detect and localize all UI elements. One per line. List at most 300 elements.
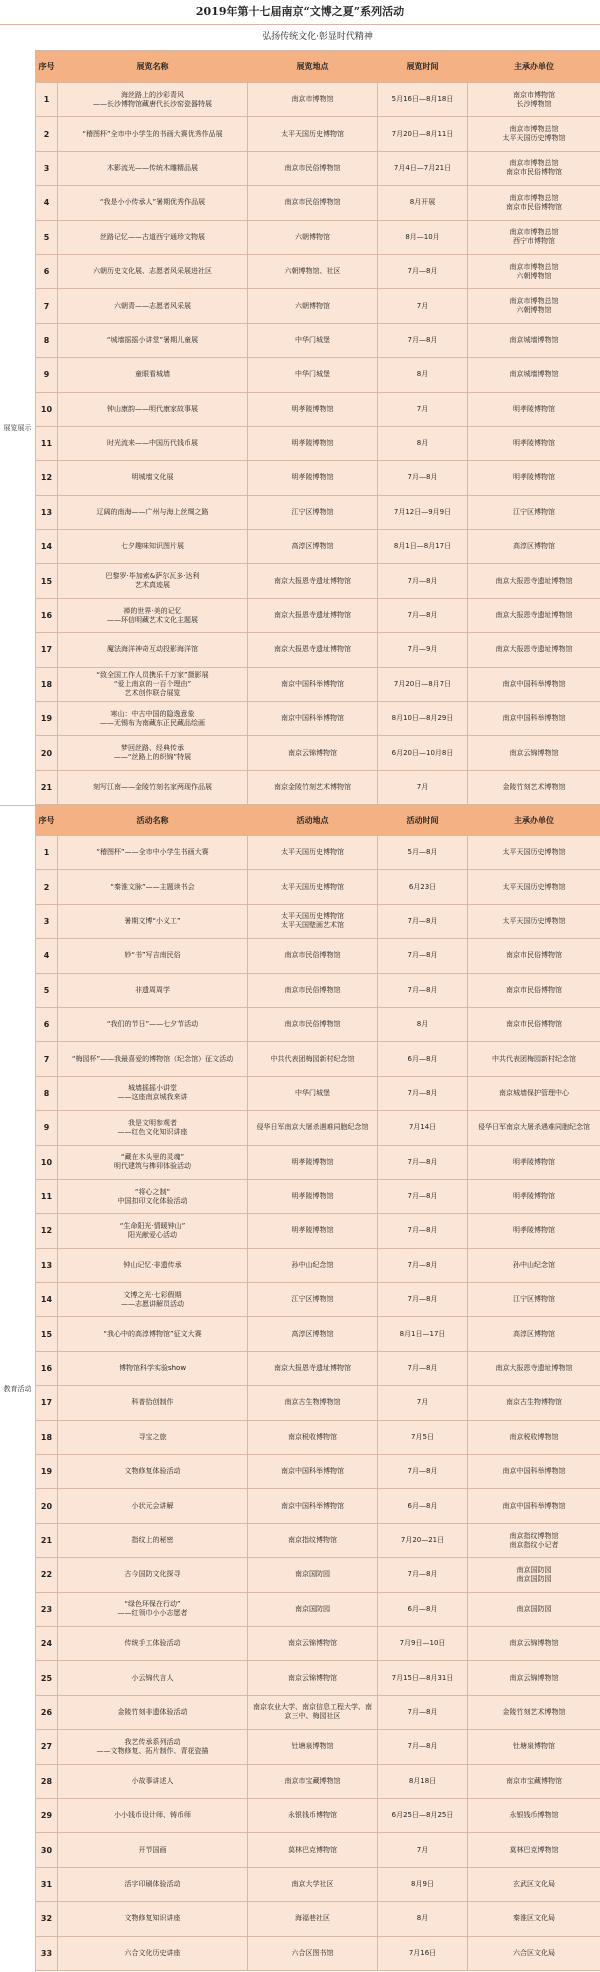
cell-organizer: 明孝陵博物馆: [468, 461, 600, 495]
cell-venue: 太平天国历史博物馆 太平天国壁画艺术馆: [248, 904, 378, 938]
cell-index: 14: [36, 530, 58, 564]
cell-index: 14: [36, 1283, 58, 1317]
cell-name: 金陵竹刻非遗体验活动: [58, 1695, 248, 1729]
cell-index: 31: [36, 1867, 58, 1901]
table-row: [36, 220, 600, 254]
cell-index: 8: [36, 1076, 58, 1110]
cell-venue: 南京税收博物馆: [248, 1420, 378, 1454]
cell-time: 7月—8月: [378, 1455, 468, 1489]
cell-venue: 南京大报恩寺遗址博物馆: [248, 633, 378, 667]
cell-index: 3: [36, 151, 58, 185]
cell-name: 文物修复体验活动: [58, 1455, 248, 1489]
cell-index: 2: [36, 117, 58, 151]
table-row: [36, 1455, 600, 1489]
cell-venue: 南京大学社区: [248, 1867, 378, 1901]
cell-name: 寒山：中古中国的隐逸意象 ——无锡布为南藏东正民藏品绘画: [58, 702, 248, 736]
table-row: [36, 254, 600, 288]
cell-venue: 南京云锦博物馆: [248, 1661, 378, 1695]
cell-organizer: 明孝陵博物馆: [468, 426, 600, 460]
cell-index: 16: [36, 598, 58, 632]
cell-index: 28: [36, 1764, 58, 1798]
cell-time: 5月16日—8月18日: [378, 83, 468, 117]
table-row: [36, 1661, 600, 1695]
cell-organizer: 江宁区博物馆: [468, 1283, 600, 1317]
cell-organizer: 高淳区博物馆: [468, 530, 600, 564]
cell-organizer: 南京市博物馆 长沙博物馆: [468, 83, 600, 117]
cell-organizer: 南京中国科举博物馆: [468, 667, 600, 701]
cell-name: “致全国工作人员携乐千万家”摄影展 “爱上南京的一百个理由” 艺术创作联合展览: [58, 667, 248, 701]
cell-venue: 南京大报恩寺遗址博物馆: [248, 598, 378, 632]
cell-venue: 高淳区博物馆: [248, 1317, 378, 1351]
cell-venue: 明孝陵博物馆: [248, 426, 378, 460]
cell-organizer: 太平天国历史博物馆: [468, 836, 600, 870]
cell-index: 15: [36, 1317, 58, 1351]
cell-venue: 南京大报恩寺遗址博物馆: [248, 564, 378, 598]
table-row: [36, 1798, 600, 1832]
header-index: 序号: [36, 51, 58, 83]
table-row: [36, 598, 600, 632]
cell-organizer: 南京中国科举博物馆: [468, 702, 600, 736]
cell-name: “将心之制” 中国扣印文化体验活动: [58, 1179, 248, 1213]
cell-organizer: 南京市民俗博物馆: [468, 1007, 600, 1041]
cell-venue: 南京古生物博物馆: [248, 1386, 378, 1420]
table-row: [36, 117, 600, 151]
cell-index: 4: [36, 939, 58, 973]
cell-time: 6月20日—10月8日: [378, 736, 468, 770]
cell-organizer: 南京市宝藏博物馆: [468, 1764, 600, 1798]
cell-venue: 南京中国科举博物馆: [248, 1489, 378, 1523]
cell-venue: 南京云锦博物馆: [248, 1626, 378, 1660]
cell-organizer: 南京古生物博物馆: [468, 1386, 600, 1420]
cell-time: 7月20日—8月11日: [378, 117, 468, 151]
cell-time: 8月—10月: [378, 220, 468, 254]
table-row: [36, 904, 600, 938]
cell-index: 11: [36, 1179, 58, 1213]
cell-venue: 南京中国科举博物馆: [248, 667, 378, 701]
cell-name: 我是文明参观者 ——红色文化知识讲座: [58, 1111, 248, 1145]
cell-organizer: 明孝陵博物馆: [468, 1179, 600, 1213]
cell-index: 13: [36, 495, 58, 529]
cell-index: 5: [36, 220, 58, 254]
table-row: [36, 973, 600, 1007]
cell-time: 7月—8月: [378, 939, 468, 973]
cell-venue: 永银钱币博物馆: [248, 1798, 378, 1832]
cell-organizer: 南京税收博物馆: [468, 1420, 600, 1454]
cell-index: 20: [36, 1489, 58, 1523]
cell-venue: 南京云锦博物馆: [248, 736, 378, 770]
cell-index: 6: [36, 254, 58, 288]
header-organizer: 主承办单位: [468, 51, 600, 83]
cell-time: 7月: [378, 1833, 468, 1867]
cell-name: 妙“书”写吉南民俗: [58, 939, 248, 973]
cell-organizer: 南京国防园 南京国防园: [468, 1558, 600, 1592]
cell-time: 6月—8月: [378, 1042, 468, 1076]
cell-index: 27: [36, 1730, 58, 1764]
table-row: [36, 1523, 600, 1557]
table-row: [36, 1145, 600, 1179]
table-row: [36, 1007, 600, 1041]
table-row: [36, 1076, 600, 1110]
cell-index: 8: [36, 323, 58, 357]
cell-venue: 六朝博物馆: [248, 289, 378, 323]
table-row: [36, 1558, 600, 1592]
cell-time: 6月—8月: [378, 1489, 468, 1523]
cell-time: 7月—8月: [378, 1179, 468, 1213]
table-row: [36, 1283, 600, 1317]
cell-venue: 中华门城堡: [248, 1076, 378, 1110]
cell-time: 6月23日: [378, 870, 468, 904]
cell-time: 7月—8月: [378, 1214, 468, 1248]
table-row: [36, 939, 600, 973]
table-row: [36, 702, 600, 736]
cell-name: 指纹上的秘密: [58, 1523, 248, 1557]
cell-venue: 明孝陵博物馆: [248, 461, 378, 495]
table-row: [36, 358, 600, 392]
cell-index: 19: [36, 1455, 58, 1489]
cell-venue: 钍塘泉博物馆: [248, 1730, 378, 1764]
cell-time: 7月—9月: [378, 633, 468, 667]
cell-organizer: 太平天国历史博物馆: [468, 870, 600, 904]
cell-name: 巴黎罗·毕加索&萨尔瓦多·达利 艺术真迹展: [58, 564, 248, 598]
cell-venue: 太平天国历史博物馆: [248, 836, 378, 870]
cell-name: “我是小小传承人”暑期优秀作品展: [58, 186, 248, 220]
cell-name: 小状元会讲解: [58, 1489, 248, 1523]
cell-time: 7月9日—10日: [378, 1626, 468, 1660]
cell-name: 钟山记忆·非遗传承: [58, 1248, 248, 1282]
cell-index: 4: [36, 186, 58, 220]
cell-name: 魔法海洋神奇互动投影海洋馆: [58, 633, 248, 667]
cell-venue: 明孝陵博物馆: [248, 1145, 378, 1179]
cell-organizer: 南京市博物总馆 西宁市博物馆: [468, 220, 600, 254]
cell-time: 7月—8月: [378, 1695, 468, 1729]
header-exhibition-name: 展览名称: [58, 51, 248, 83]
cell-time: 7月—8月: [378, 1248, 468, 1282]
cell-name: 文物修复知识讲座: [58, 1902, 248, 1936]
cell-organizer: 南京云锦博物馆: [468, 736, 600, 770]
cell-organizer: 南京中国科举博物馆: [468, 1455, 600, 1489]
cell-organizer: 六合区文化局: [468, 1936, 600, 1970]
cell-organizer: 南京市博物总馆 南京市民俗博物馆: [468, 151, 600, 185]
table-row: [36, 1833, 600, 1867]
cell-index: 7: [36, 289, 58, 323]
table-row: [36, 1042, 600, 1076]
cell-venue: 太平天国历史博物馆: [248, 870, 378, 904]
cell-name: 城墙摇摇小讲堂 ——这座南京城我来讲: [58, 1076, 248, 1110]
cell-time: 7月14日: [378, 1111, 468, 1145]
cell-name: 明城墙文化展: [58, 461, 248, 495]
cell-index: 1: [36, 836, 58, 870]
cell-venue: 南京市民俗博物馆: [248, 973, 378, 1007]
cell-index: 32: [36, 1902, 58, 1936]
cell-time: 7月—8月: [378, 323, 468, 357]
cell-organizer: 南京城墙保护管理中心: [468, 1076, 600, 1110]
table-row: [36, 736, 600, 770]
cell-index: 15: [36, 564, 58, 598]
cell-organizer: 玄武区文化局: [468, 1867, 600, 1901]
cell-venue: 明孝陵博物馆: [248, 392, 378, 426]
activity-table: [35, 805, 600, 1971]
table-row: [36, 1351, 600, 1385]
cell-index: 21: [36, 770, 58, 804]
table-row: [36, 1592, 600, 1626]
cell-organizer: 南京市民俗博物馆: [468, 939, 600, 973]
table-row: [36, 392, 600, 426]
table-row: [36, 770, 600, 804]
cell-index: 10: [36, 392, 58, 426]
cell-time: 7月—8月: [378, 254, 468, 288]
cell-organizer: 钍塘泉博物馆: [468, 1730, 600, 1764]
table-row: [36, 1111, 600, 1145]
cell-name: 博物馆科学实验show: [58, 1351, 248, 1385]
cell-index: 22: [36, 1558, 58, 1592]
cell-index: 13: [36, 1248, 58, 1282]
cell-index: 7: [36, 1042, 58, 1076]
cell-name: 时光流来——中国历代钱币展: [58, 426, 248, 460]
cell-name: 我艺传承系列活动 ——文物修复、拓片制作、青花瓷描: [58, 1730, 248, 1764]
cell-time: 7月—8月: [378, 598, 468, 632]
cell-organizer: 明孝陵博物馆: [468, 392, 600, 426]
cell-time: 8月1日—17日: [378, 1317, 468, 1351]
cell-name: 海丝路上的沙彩青风 ——长沙博物馆藏唐代长沙窑瓷器特展: [58, 83, 248, 117]
cell-name: 小故事讲述人: [58, 1764, 248, 1798]
table-row: [36, 323, 600, 357]
table-row: [36, 1489, 600, 1523]
cell-name: “城墙摇摇小讲堂”暑期儿童展: [58, 323, 248, 357]
cell-venue: 南京市博物馆: [248, 83, 378, 117]
cell-name: 辽阔的南海——广州与海上丝绸之路: [58, 495, 248, 529]
exhibition-table: [35, 50, 600, 805]
cell-organizer: 南京市博物总馆 六朝博物馆: [468, 254, 600, 288]
cell-time: 8月10日—8月29日: [378, 702, 468, 736]
table-row: [36, 1386, 600, 1420]
cell-index: 23: [36, 1592, 58, 1626]
cell-time: 6月—8月: [378, 1592, 468, 1626]
cell-time: 7月20日—8月7日: [378, 667, 468, 701]
cell-time: 7月15日—8月31日: [378, 1661, 468, 1695]
section-label-exhibitions: 展览展示: [0, 50, 36, 806]
cell-organizer: 南京市博物总馆 六朝博物馆: [468, 289, 600, 323]
cell-time: 8月: [378, 1007, 468, 1041]
cell-organizer: 南京云锦博物馆: [468, 1626, 600, 1660]
section-label-education: 教育活动: [0, 805, 36, 1972]
header-activity-time: 活动时间: [378, 806, 468, 836]
cell-name: “我心中的高淳博物馆”征文大赛: [58, 1317, 248, 1351]
cell-organizer: 南京指纹博物馆 南京指纹小记者: [468, 1523, 600, 1557]
cell-name: 小云锦代言人: [58, 1661, 248, 1695]
table-row: [36, 870, 600, 904]
cell-venue: 南京国防园: [248, 1558, 378, 1592]
cell-index: 1: [36, 83, 58, 117]
table-row: [36, 83, 600, 117]
cell-venue: 南京大报恩寺遗址博物馆: [248, 1351, 378, 1385]
cell-name: 古今国防文化探寻: [58, 1558, 248, 1592]
cell-venue: 南京市宝藏博物馆: [248, 1764, 378, 1798]
cell-venue: 六合区图书馆: [248, 1936, 378, 1970]
cell-name: 暑期文博“小义工”: [58, 904, 248, 938]
cell-name: 文博之光·七彩假期 ——志愿讲解员活动: [58, 1283, 248, 1317]
cell-time: 7月4日—7月21日: [378, 151, 468, 185]
cell-organizer: 南京中国科举博物馆: [468, 1489, 600, 1523]
cell-time: 7月—8月: [378, 1351, 468, 1385]
table-row: [36, 1867, 600, 1901]
cell-name: 寻宝之旅: [58, 1420, 248, 1454]
cell-time: 7月12日—9月9日: [378, 495, 468, 529]
cell-index: 25: [36, 1661, 58, 1695]
cell-name: “秦淮文脉”——主题读书会: [58, 870, 248, 904]
cell-time: 7月—8月: [378, 461, 468, 495]
cell-name: 梦回丝路、经典传承 ——“丝路上的织锦”特展: [58, 736, 248, 770]
cell-organizer: 南京大报恩寺遗址博物馆: [468, 598, 600, 632]
cell-name: 六合文化历史讲座: [58, 1936, 248, 1970]
cell-index: 24: [36, 1626, 58, 1660]
cell-index: 12: [36, 461, 58, 495]
table-row: [36, 564, 600, 598]
cell-venue: 南京中国科举博物馆: [248, 702, 378, 736]
cell-index: 16: [36, 1351, 58, 1385]
cell-venue: 六朝博物馆: [248, 220, 378, 254]
cell-time: 8月: [378, 1902, 468, 1936]
table-row: [36, 1626, 600, 1660]
cell-index: 3: [36, 904, 58, 938]
cell-time: 7月16日: [378, 1936, 468, 1970]
header-activity-venue: 活动地点: [248, 806, 378, 836]
page-title: 2019年第十七届南京“文博之夏”系列活动: [0, 0, 600, 25]
cell-venue: 南京市民俗博物馆: [248, 151, 378, 185]
header-index: 序号: [36, 806, 58, 836]
cell-name: 刻写江南——金陵竹刻名家两现作品展: [58, 770, 248, 804]
cell-time: 8月1日—8月17日: [378, 530, 468, 564]
cell-index: 10: [36, 1145, 58, 1179]
cell-time: 7月20—21日: [378, 1523, 468, 1557]
cell-venue: 南京市民俗博物馆: [248, 186, 378, 220]
cell-venue: 海福巷社区: [248, 1902, 378, 1936]
cell-organizer: 南京市博物总馆 太平天国历史博物馆: [468, 117, 600, 151]
cell-time: 7月—8月: [378, 1730, 468, 1764]
cell-time: 7月—8月: [378, 1145, 468, 1179]
cell-organizer: 秦淮区文化局: [468, 1902, 600, 1936]
cell-name: 六朝青——志愿者风采展: [58, 289, 248, 323]
cell-time: 7月: [378, 289, 468, 323]
cell-organizer: 金陵竹刻艺术博物馆: [468, 770, 600, 804]
cell-index: 21: [36, 1523, 58, 1557]
cell-index: 2: [36, 870, 58, 904]
cell-name: “我们的节日”——七夕节活动: [58, 1007, 248, 1041]
cell-organizer: 南京城墙博物馆: [468, 323, 600, 357]
cell-time: 7月—8月: [378, 564, 468, 598]
cell-venue: 江宁区博物馆: [248, 1283, 378, 1317]
cell-name: 禅的世界·美的记忆 ——环信明藏艺术文化主题展: [58, 598, 248, 632]
cell-venue: 侵华日军南京大屠杀遇难同胞纪念馆: [248, 1111, 378, 1145]
table-row: [36, 1420, 600, 1454]
cell-name: “稽图杯”全市中小学生的书画大赛优秀作品展: [58, 117, 248, 151]
table-row: [36, 1936, 600, 1970]
cell-index: 20: [36, 736, 58, 770]
cell-name: 童眼看城墙: [58, 358, 248, 392]
cell-index: 19: [36, 702, 58, 736]
cell-index: 26: [36, 1695, 58, 1729]
cell-name: 钟山康韵——明代康家故事展: [58, 392, 248, 426]
cell-organizer: 太平天国历史博物馆: [468, 904, 600, 938]
cell-organizer: 南京城墙博物馆: [468, 358, 600, 392]
cell-venue: 太平天国历史博物馆: [248, 117, 378, 151]
cell-name: 科普拾创制作: [58, 1386, 248, 1420]
cell-index: 18: [36, 667, 58, 701]
table-row: [36, 1179, 600, 1213]
cell-venue: 南京农业大学、南京信息工程大学、南京三中、梅园社区: [248, 1695, 378, 1729]
cell-organizer: 南京市民俗博物馆: [468, 973, 600, 1007]
cell-name: “绿色环保在行动” ——红领巾小小志愿者: [58, 1592, 248, 1626]
cell-venue: 南京国防园: [248, 1592, 378, 1626]
table-row: [36, 289, 600, 323]
cell-name: 小小钱币设计师、铸币师: [58, 1798, 248, 1832]
cell-time: 8月: [378, 358, 468, 392]
header-exhibition-time: 展览时间: [378, 51, 468, 83]
table-row: [36, 633, 600, 667]
cell-organizer: 侵华日军南京大屠杀遇难同胞纪念馆: [468, 1111, 600, 1145]
cell-name: “稽图杯”——全市中小学生书画大赛: [58, 836, 248, 870]
cell-index: 17: [36, 1386, 58, 1420]
cell-venue: 六朝博物馆、社区: [248, 254, 378, 288]
cell-organizer: 明孝陵博物馆: [468, 1145, 600, 1179]
cell-time: 7月—8月: [378, 1076, 468, 1110]
cell-venue: 中华门城堡: [248, 358, 378, 392]
cell-time: 8月开展: [378, 186, 468, 220]
cell-name: 木影流光——传统木雕精品展: [58, 151, 248, 185]
cell-organizer: 孙中山纪念馆: [468, 1248, 600, 1282]
cell-time: 7月—8月: [378, 1558, 468, 1592]
cell-time: 5月—8月: [378, 836, 468, 870]
cell-venue: 孙中山纪念馆: [248, 1248, 378, 1282]
table-row: [36, 461, 600, 495]
cell-organizer: 南京大报恩寺遗址博物馆: [468, 1351, 600, 1385]
cell-venue: 南京指纹博物馆: [248, 1523, 378, 1557]
cell-time: 7月—8月: [378, 1283, 468, 1317]
table-row: [36, 667, 600, 701]
cell-index: 5: [36, 973, 58, 1007]
table-row: [36, 1214, 600, 1248]
cell-organizer: 南京市博物总馆 南京市民俗博物馆: [468, 186, 600, 220]
cell-index: 9: [36, 1111, 58, 1145]
cell-index: 12: [36, 1214, 58, 1248]
cell-organizer: 金陵竹刻艺术博物馆: [468, 1695, 600, 1729]
cell-venue: 莫林巴克博物馆: [248, 1833, 378, 1867]
cell-organizer: 莫林巴克博物馆: [468, 1833, 600, 1867]
table-row: [36, 1902, 600, 1936]
cell-venue: 江宁区博物馆: [248, 495, 378, 529]
cell-index: 29: [36, 1798, 58, 1832]
table-row: [36, 1764, 600, 1798]
cell-name: “生命阳光·情暖钟山” 阳光献爱心活动: [58, 1214, 248, 1248]
page-subtitle: 弘扬传统文化·彰显时代精神: [35, 24, 600, 51]
cell-venue: 南京中国科举博物馆: [248, 1455, 378, 1489]
header-exhibition-venue: 展览地点: [248, 51, 378, 83]
cell-name: 活字印刷体验活动: [58, 1867, 248, 1901]
cell-organizer: 永银钱币博物馆: [468, 1798, 600, 1832]
cell-index: 17: [36, 633, 58, 667]
cell-time: 6月25日—8月25日: [378, 1798, 468, 1832]
cell-venue: 南京市民俗博物馆: [248, 939, 378, 973]
cell-name: 六朝历史文化展、志愿者风采展进社区: [58, 254, 248, 288]
cell-organizer: 明孝陵博物馆: [468, 1214, 600, 1248]
cell-index: 30: [36, 1833, 58, 1867]
table-row: [36, 426, 600, 460]
cell-time: 7月: [378, 770, 468, 804]
cell-time: 7月: [378, 1386, 468, 1420]
cell-name: 非遗周周学: [58, 973, 248, 1007]
cell-venue: 南京市民俗博物馆: [248, 1007, 378, 1041]
cell-organizer: 南京大报恩寺遗址博物馆: [468, 633, 600, 667]
cell-venue: 明孝陵博物馆: [248, 1214, 378, 1248]
